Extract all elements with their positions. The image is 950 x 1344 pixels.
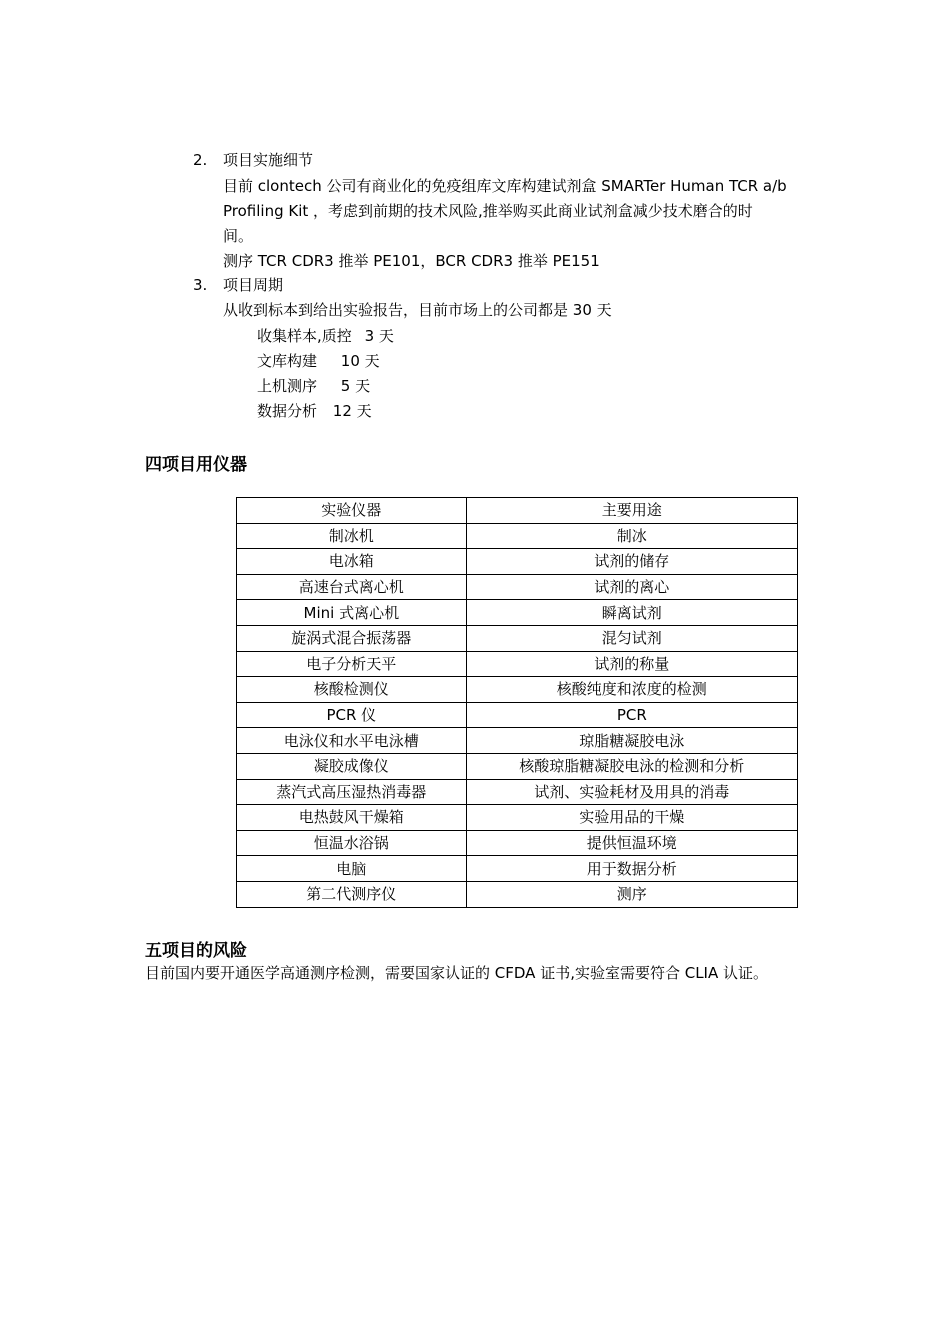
table-row	[237, 677, 798, 703]
list-number-2: 2.	[193, 151, 208, 169]
instrument-use-cell: 混匀试剂	[466, 625, 797, 651]
instrument-name-cell: 旋涡式混合振荡器	[237, 625, 467, 651]
instrument-use-cell: 试剂、实验耗材及用具的消毒	[466, 779, 797, 805]
column-header: 实验仪器	[237, 498, 467, 524]
period-intro: 从收到标本到给出实验报告，目前市场上的公司都是 30 天	[223, 301, 612, 319]
schedule-item	[257, 350, 380, 371]
instrument-name-cell: 电子分析天平	[237, 651, 467, 677]
schedule-label: 收集样本,质控	[257, 327, 352, 345]
instrument-use-cell: 测序	[466, 881, 797, 907]
instrument-name-cell: 核酸检测仪	[237, 677, 467, 703]
table-row	[237, 881, 798, 907]
instrument-name-cell: 恒温水浴锅	[237, 830, 467, 856]
table-row	[237, 779, 798, 805]
schedule-label: 数据分析	[257, 402, 318, 420]
instrument-use-cell: 琼脂糖凝胶电泳	[466, 728, 797, 754]
instrument-name-cell: 凝胶成像仪	[237, 753, 467, 779]
table-row	[237, 549, 798, 575]
schedule-value: 10 天	[340, 352, 380, 370]
table-row	[237, 574, 798, 600]
instrument-use-cell: 核酸纯度和浓度的检测	[466, 677, 797, 703]
schedule-item	[257, 400, 372, 421]
instrument-name-cell: 制冰机	[237, 523, 467, 549]
instrument-name-cell: 电冰箱	[237, 549, 467, 575]
instrument-use-cell: 试剂的离心	[466, 574, 797, 600]
instrument-use-cell: 试剂的称量	[466, 651, 797, 677]
instrument-use-cell: 试剂的储存	[466, 549, 797, 575]
table-row	[237, 625, 798, 651]
table-row	[237, 523, 798, 549]
instrument-name-cell: 蒸汽式高压湿热消毒器	[237, 779, 467, 805]
column-header: 主要用途	[466, 498, 797, 524]
table-row	[237, 753, 798, 779]
instrument-use-cell: 瞬离试剂	[466, 600, 797, 626]
instrument-name-cell: 第二代测序仪	[237, 881, 467, 907]
section-title-details: 项目实施细节	[223, 151, 314, 169]
schedule-item	[257, 375, 370, 396]
risk-paragraph: 目前国内要开通医学高通测序检测，需要国家认证的 CFDA 证书,实验室需要符合 CLIA 认证。	[145, 964, 769, 982]
table-header-row	[237, 498, 798, 524]
instrument-name-cell: 电热鼓风干燥箱	[237, 805, 467, 831]
schedule-item	[257, 325, 394, 346]
table-row	[237, 702, 798, 728]
instrument-name-cell: Mini 式离心机	[237, 600, 467, 626]
instrument-use-cell: PCR	[466, 702, 797, 728]
table-row	[237, 600, 798, 626]
paragraph-line: 测序 TCR CDR3 推举 PE101，BCR CDR3 推举 PE151	[223, 252, 600, 270]
section-heading-instruments: 四项目用仪器	[145, 455, 247, 475]
table-row	[237, 805, 798, 831]
paragraph-line: Profiling Kit ，考虑到前期的技术风险,推举购买此商业试剂盒减少技术磨合的时	[223, 202, 753, 220]
paragraph-line: 间。	[223, 227, 254, 245]
table-row	[237, 728, 798, 754]
instrument-use-cell: 制冰	[466, 523, 797, 549]
schedule-value: 12 天	[332, 402, 372, 420]
section-title-period: 项目周期	[223, 276, 284, 294]
instrument-name-cell: PCR 仪	[237, 702, 467, 728]
instrument-name-cell: 电泳仪和水平电泳槽	[237, 728, 467, 754]
instrument-table	[236, 497, 798, 908]
list-number-3: 3.	[193, 276, 208, 294]
schedule-value: 3 天	[364, 327, 394, 345]
instrument-use-cell: 实验用品的干燥	[466, 805, 797, 831]
instrument-name-cell: 电脑	[237, 856, 467, 882]
instrument-use-cell: 核酸琼脂糖凝胶电泳的检测和分析	[466, 753, 797, 779]
instrument-use-cell: 提供恒温环境	[466, 830, 797, 856]
section-heading-risk: 五项目的风险	[145, 941, 247, 961]
instrument-name-cell: 高速台式离心机	[237, 574, 467, 600]
table-row	[237, 856, 798, 882]
table-row	[237, 651, 798, 677]
paragraph-line: 目前 clontech 公司有商业化的免疫组库文库构建试剂盒 SMARTer Human TCR a/b	[223, 177, 787, 195]
schedule-label: 上机测序	[257, 377, 318, 395]
schedule-label: 文库构建	[257, 352, 318, 370]
table-row	[237, 830, 798, 856]
schedule-value: 5 天	[340, 377, 371, 395]
instrument-use-cell: 用于数据分析	[466, 856, 797, 882]
